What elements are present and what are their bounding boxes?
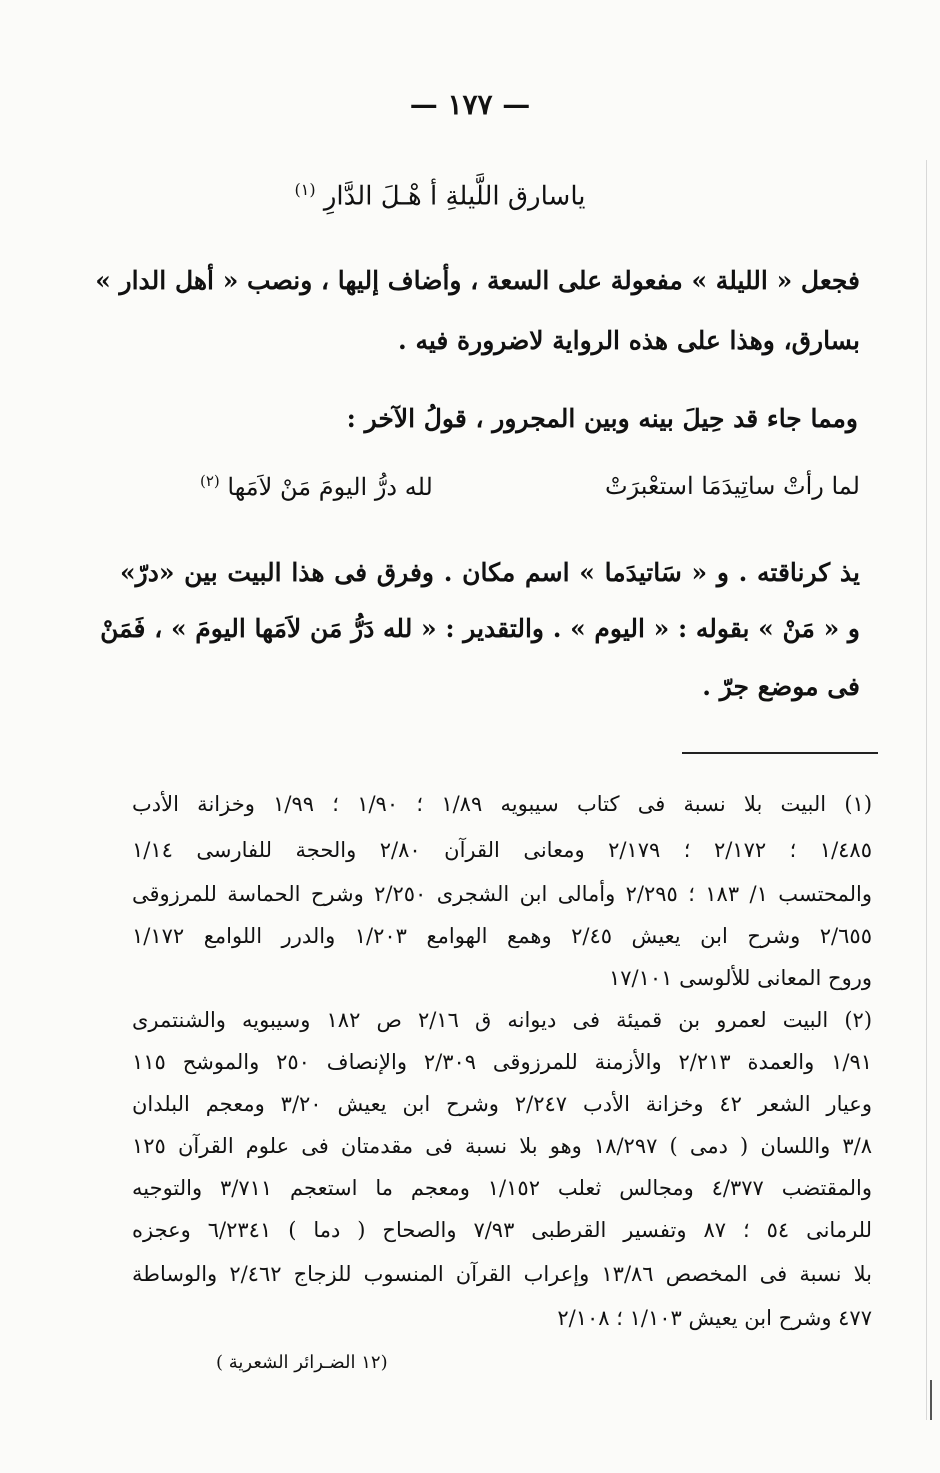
verse-first-hemistich: لما رأتْ ساتِيدَمَا استعْبرَتْ — [604, 472, 860, 500]
verse-second-hemistich — [200, 472, 433, 501]
signature-mark: (١٢ الضـرائر الشعرية ) — [216, 1352, 388, 1373]
verse-fragment — [180, 180, 700, 212]
footnote-line-10: والمقتضب ٤/٣٧٧ ومجالس ثعلب ١/١٥٢ ومعجم ما استعجم ٣/٧١١ والتوجيه — [132, 1176, 873, 1200]
page-number: — ١٧٧ — — [409, 88, 531, 121]
body-line-2: بسارق، وهذا على هذه الرواية لاضرورة فيه . — [398, 326, 860, 355]
footnote-separator — [682, 752, 878, 754]
footnote-line-1: (١) البيت بلا نسبة فى كتاب سيبويه ١/٨٩ ؛ ١/٩٠ ؛ ١/٩٩ وخزانة الأدب — [132, 792, 873, 816]
footnote-marker-2: (٢) — [200, 472, 220, 490]
footnote-line-4: ٢/٦٥٥ وشرح ابن يعيش ٢/٤٥ وهمع الهوامع ١/٢٠٣ والدرر اللوامع ١/١٧٢ — [132, 924, 872, 948]
body-line-6: فى موضع جرّ . — [702, 672, 860, 701]
footnote-line-5: وروح المعانى للألوسى ١٧/١٠١ — [608, 966, 872, 990]
page-edge-mark — [930, 1380, 932, 1420]
verse-second-hemistich-text: لله درُّ اليومَ مَنْ لاَمَها — [227, 473, 433, 501]
footnote-line-9: ٣/٨ واللسان ( دمى ) ١٨/٢٩٧ وهو بلا نسبة فى مقدمتان فى علوم القرآن ١٢٥ — [132, 1134, 872, 1158]
footnote-line-8: وعيار الشعر ٤٢ وخزانة الأدب ٢/٢٤٧ وشرح ابن يعيش ٣/٢٠ ومعجم البلدان — [132, 1092, 872, 1116]
footnote-marker-1: (١) — [294, 180, 316, 199]
body-line-5: و « مَنْ » بقوله : « اليوم » . والتقدير : « لله دَرُّ مَن لاَمَها اليومَ » ، فَمَنْ — [100, 614, 860, 643]
footnote-line-13: ٤٧٧ وشرح ابن يعيش ١/١٠٣ ؛ ٢/١٠٨ — [557, 1306, 872, 1330]
footnote-line-7: ١/٩١ والعمدة ٢/٢١٣ والأزمنة للمرزوقى ٢/٣٠٩ والإنصاف ٢٥٠ والموشح ١١٥ — [132, 1050, 873, 1074]
verse-fragment-text: ياسارق اللَّيلةِ أ هْـلَ الدَّارِ — [323, 181, 586, 212]
footnote-line-2: ١/٤٨٥ ؛ ٢/١٧٢ ؛ ٢/١٧٩ ومعانى القرآن ٢/٨٠ والحجة للفارسى ١/١٤ — [132, 838, 872, 862]
page-edge-line — [926, 160, 927, 1420]
body-line-4: يذ كرناقته . و « سَاتيدَما » اسم مكان . وفرق فى هذا البيت بين «درّ» — [120, 558, 860, 587]
footnote-line-11: للرمانى ٥٤ ؛ ٨٧ وتفسير القرطبى ٧/٩٣ والصحاح ( دما ) ٦/٢٣٤١ وعجزه — [132, 1218, 873, 1242]
footnote-line-12: بلا نسبة فى المخصص ١٣/٨٦ وإعراب القرآن المنسوب للزجاج ٢/٤٦٢ والوساطة — [132, 1262, 872, 1286]
body-line-1: فجعل « الليلة » مفعولة على السعة ، وأضاف إليها ، ونصب « أهل الدار » — [95, 266, 860, 295]
footnote-line-6: (٢) البيت لعمرو بن قميئة فى ديوانه ق ٢/١٦ ص ١٨٢ وسيبويه والشنتمرى — [132, 1008, 873, 1032]
body-line-3: ومما جاء قد حِيلَ بينه وبين المجرور ، قولُ الآخر : — [346, 404, 858, 433]
footnote-line-3: والمحتسب ١/ ١٨٣ ؛ ٢/٢٩٥ وأمالى ابن الشجرى ٢/٢٥٠ وشرح الحماسة للمرزوقى — [132, 882, 873, 906]
